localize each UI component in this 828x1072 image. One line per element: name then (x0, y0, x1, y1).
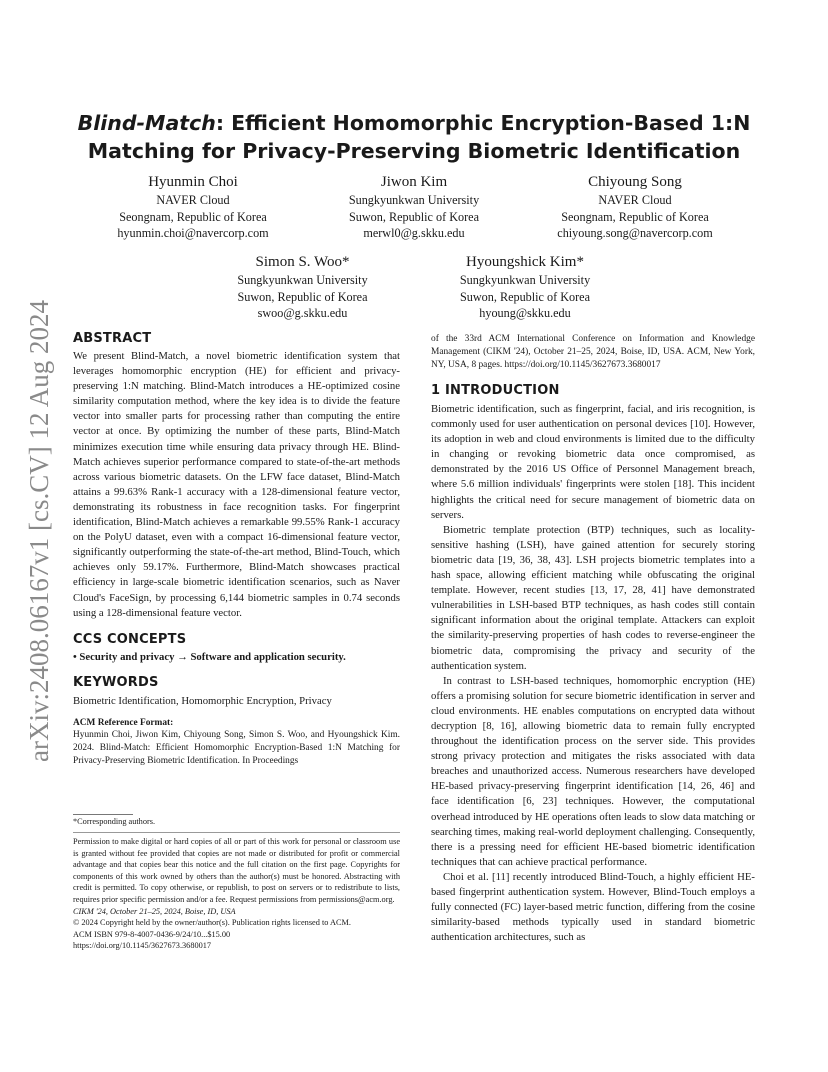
abstract-text: We present Blind-Match, a novel biometric identification system that leverages homomorphic encryption (HE) for efficient and privacy-preserving 1:N matching. Blind-Match introduces a HE-optimized cosine similarity computation method, where the key idea is to divide the feature vector into smaller parts for processing rather than computing the entire vector at once. By optimizing the number of these parts, Blind-Match minimizes execution time while ensuring data privacy through HE. Blind-Match achieves superior performance compared to state-of-the-art methods across various biometric datasets. On the LFW face dataset, Blind-Match attains a 99.63% Rank-1 accuracy with a 128-dimensional feature vector, demonstrating its robustness in face recognition tasks. For fingerprint identification, Blind-Match achieves a remarkable 99.55% Rank-1 accuracy on the PolyU dataset, even with a compact 16-dimensional feature vector, significantly outperforming the state-of-the-art method, Blind-Touch, which achieves only 59.17%. Furthermore, Blind-Match showcases practical efficiency in large-scale biometric identification scenarios, such as Naver Cloud's FaceSign, by processing 6,144 biometric samples in 0.74 seconds using a 128-dimensional feature vector. (73, 350, 400, 619)
permission-doi[interactable]: https://doi.org/10.1145/3627673.3680017 (73, 941, 212, 951)
keywords-text: Biometric Identification, Homomorphic Encryption, Privacy (73, 694, 332, 707)
permission-copyright: © 2024 Copyright held by the owner/author(s). Publication rights licensed to ACM. (73, 918, 351, 928)
permission-rule (73, 832, 400, 833)
permission-text: Permission to make digital or hard copies of all or part of this work for personal or classroom use is granted without fee provided that copies are not made or distributed for profit or commercial advantage and that copies bear this notice and the full citation on the first page. Copyrights for components of this work owned by others than the author(s) must be honored. Abstracting with credit is permitted. To copy otherwise, or republish, to post on servers or to redistribute to lists, requires prior specific permission and/or a fee. Request permissions from permissions@acm.org. (73, 837, 400, 904)
author-block (312, 173, 516, 242)
author-block (200, 253, 405, 322)
author-affiliation: Sungkyunkwan University (459, 273, 591, 287)
author-location: Seongnam, Republic of Korea (119, 209, 267, 224)
left-column (73, 331, 400, 768)
keywords-heading: KEYWORDS (73, 674, 159, 690)
author-affiliation: Sungkyunkwan University (348, 193, 480, 207)
author-location: Seongnam, Republic of Korea (561, 209, 709, 224)
author-name: Hyoungshick Kim* (466, 254, 584, 270)
reference-heading: ACM Reference Format: (73, 717, 174, 728)
title-line2: Matching for Privacy-Preserving Biometric Identification (87, 139, 741, 163)
author-block (420, 253, 630, 322)
introduction-heading: 1 INTRODUCTION (431, 383, 560, 398)
author-location: Suwon, Republic of Korea (460, 289, 590, 304)
abstract-heading: ABSTRACT (73, 331, 152, 346)
title-line1: : Efficient Homomorphic Encryption-Based 1:N (215, 111, 751, 135)
paper-title (60, 109, 768, 165)
author-name: Hyunmin Choi (148, 174, 238, 190)
footnote: *Corresponding authors. (73, 817, 156, 826)
author-affiliation: NAVER Cloud (156, 193, 230, 207)
ccs-heading: CCS CONCEPTS (73, 631, 187, 647)
intro-paragraph: Biometric identification, such as fingerprint, facial, and iris recognition, is commonly used for user authentication on personal devices [10]. However, its adoption in web and cloud environments is limited due to the difficulty in changing or revoking biometric data once compromised, as demonstrated by the 2016 US Office of Personnel Management breach, where 5.6 million individuals' fingerprints were stolen [18]. This incident highlights the critical need for secure management of biometric data on servers. (431, 403, 755, 521)
permission-isbn: ACM ISBN 979-8-4007-0436-9/24/10...$15.00 (73, 929, 231, 939)
author-email[interactable]: merwl0@g.skku.edu (363, 226, 465, 240)
intro-paragraph: Choi et al. [11] recently introduced Blind-Touch, a highly efficient HE-based fingerprint authentication system. However, Blind-Touch employs a fully connected (FC) layer-based metric function, differing from the cosine similarity-based methods typically used in standard biometric authentication architectures, such as (431, 870, 755, 944)
author-affiliation: Sungkyunkwan University (237, 273, 368, 287)
right-column (431, 333, 755, 945)
ccs-text: • Security and privacy → Software and application security. (73, 650, 346, 663)
reference-continued: of the 33rd ACM International Conference on Information and Knowledge Management (CIKM '24), October 21–25, 2024, Boise, ID, USA. ACM, New York, NY, USA, 8 pages. https://doi.org/10.1145/3627673.3680017 (431, 334, 755, 370)
intro-paragraph: In contrast to LSH-based techniques, homomorphic encryption (HE) offers a promising solution for secure biometric identification in server and cloud environments. HE enables computations on encrypted data without decryption [8, 16], allowing biometric data to remain fully encrypted throughout the identification process on the server side. This provides strong privacy protection and mitigates the risks associated with data breaches and unauthorized access. Numerous researchers have developed HE-based privacy-preserving fingerprint identification [14, 26, 46] and face identification [6, 23] techniques. However, the computational overhead introduced by HE operations often leads to slow data matching or searching times, making real-world deployment challenging. Consequently, there is a pressing need for efficient HE-based biometric identification techniques that can achieve practical performance. (431, 674, 755, 868)
arxiv-id: arXiv:2408.06167v1 [cs.CV] 12 Aug 2024 (24, 300, 54, 762)
author-email[interactable]: hyunmin.choi@navercorp.com (117, 226, 269, 240)
author-email[interactable]: swoo@g.skku.edu (257, 306, 348, 320)
author-location: Suwon, Republic of Korea (237, 289, 368, 304)
author-name: Simon S. Woo* (255, 254, 350, 270)
arxiv-watermark (4, 270, 60, 770)
author-block (530, 173, 740, 242)
author-affiliation: NAVER Cloud (598, 193, 672, 207)
reference-text: Hyunmin Choi, Jiwon Kim, Chiyoung Song, Simon S. Woo, and Hyoungshick Kim. 2024. Blind-Match: Efficient Homomorphic Encryption-Based 1:N Matching for Privacy-Preserving Biometric Identification. In Proceedings (73, 730, 400, 767)
permission-block (73, 836, 400, 952)
author-email[interactable]: hyoung@skku.edu (479, 306, 571, 320)
intro-paragraph: Biometric template protection (BTP) techniques, such as locality-sensitive hashing (LSH), have gained attention for securely storing biometric data [19, 36, 38, 43]. LSH projects biometric templates into a hash space, allowing efficient matching while obfuscating the original template. However, recent studies [13, 17, 28, 41] have demonstrated vulnerabilities in LSH-based BTP techniques, as hash codes still contain significant information about the original template. Attackers can exploit the similarity-preserving properties of hash codes to reverse-engineer the biometric data, compromising the privacy and security of the authentication system. (431, 523, 755, 672)
author-block (88, 173, 298, 242)
author-name: Chiyoung Song (588, 174, 682, 190)
author-email[interactable]: chiyoung.song@navercorp.com (557, 226, 713, 240)
title-emphasis: Blind-Match (77, 111, 216, 135)
permission-venue: CIKM '24, October 21–25, 2024, Boise, ID, USA (73, 906, 236, 916)
author-name: Jiwon Kim (380, 174, 448, 190)
author-location: Suwon, Republic of Korea (349, 209, 479, 224)
footnote-rule (73, 814, 133, 815)
